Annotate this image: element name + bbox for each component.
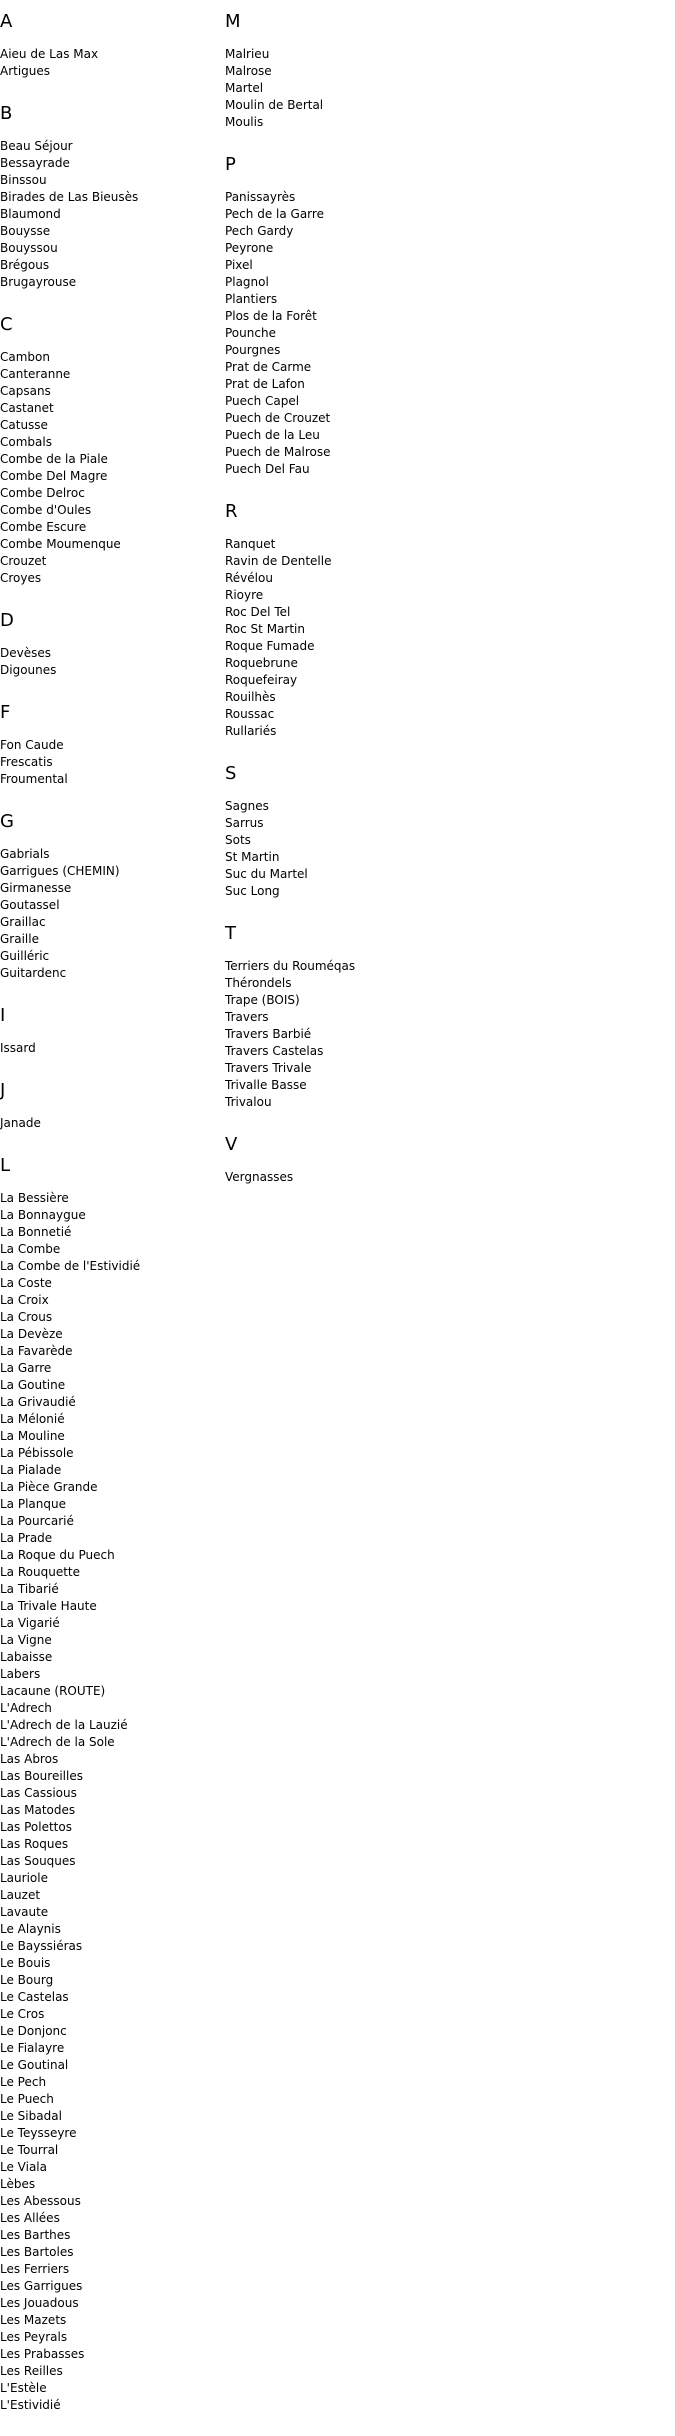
place-name-item: Pech de la Garre — [225, 207, 324, 221]
place-name-list — [0, 138, 220, 291]
place-name-item: Plantiers — [225, 292, 278, 306]
section-j — [0, 1079, 220, 1132]
place-name-item: Le Tourral — [0, 2143, 59, 2157]
place-name-item: La Mélonié — [0, 1412, 65, 1426]
place-name-item: Le Viala — [0, 2160, 47, 2174]
place-name-item: Roc Del Tel — [225, 605, 291, 619]
place-name-item: La Goutine — [0, 1378, 66, 1392]
place-name-item: Digounes — [0, 663, 57, 677]
place-name-item: La Pébissole — [0, 1446, 74, 1460]
place-name-item: Trivalle Basse — [225, 1078, 307, 1092]
place-name-item: Combals — [0, 435, 52, 449]
section-r — [225, 500, 525, 740]
place-name-list — [0, 1190, 220, 2414]
place-name-item: Lauzet — [0, 1888, 41, 1902]
section-letter-heading: T — [225, 923, 236, 944]
place-name-item: Combe Moumenque — [0, 537, 121, 551]
section-c — [0, 313, 220, 587]
place-name-item: Combe Escure — [0, 520, 87, 534]
place-name-item: Puech de Crouzet — [225, 411, 331, 425]
section-letter-heading: M — [225, 11, 241, 32]
section-letter-heading: P — [225, 154, 236, 175]
place-name-item: Blaumond — [0, 207, 61, 221]
place-name-item: Roquefeiray — [225, 673, 298, 687]
place-name-item: Martel — [225, 81, 264, 95]
section-letter-heading: A — [0, 11, 13, 32]
place-name-item: Travers — [225, 1010, 269, 1024]
place-name-item: Crouzet — [0, 554, 47, 568]
place-name-item: Puech Capel — [225, 394, 300, 408]
place-name-item: La Croix — [0, 1293, 49, 1307]
place-name-item: La Bonnetié — [0, 1225, 72, 1239]
section-p — [225, 153, 525, 478]
place-name-item: Las Boureilles — [0, 1769, 83, 1783]
place-name-item: Janade — [0, 1116, 41, 1130]
place-name-item: Las Polettos — [0, 1820, 72, 1834]
place-name-item: Graillac — [0, 915, 46, 929]
place-name-item: Pounche — [225, 326, 276, 340]
section-m — [225, 10, 525, 131]
place-name-item: Le Teysseyre — [0, 2126, 77, 2140]
place-name-item: Prat de Lafon — [225, 377, 305, 391]
place-name-item: Lauriole — [0, 1871, 48, 1885]
place-name-item: Cambon — [0, 350, 50, 364]
place-name-item: Le Castelas — [0, 1990, 69, 2004]
place-name-list — [225, 798, 525, 900]
section-b — [0, 102, 220, 291]
place-name-item: Graille — [0, 932, 39, 946]
place-name-item: Aieu de Las Max — [0, 47, 99, 61]
place-name-list — [0, 349, 220, 587]
place-name-item: Ranquet — [225, 537, 276, 551]
place-name-item: Le Fialayre — [0, 2041, 65, 2055]
place-name-item: Bessayrade — [0, 156, 70, 170]
place-name-item: Ravin de Dentelle — [225, 554, 332, 568]
place-name-item: La Planque — [0, 1497, 66, 1511]
place-name-item: La Pourcarié — [0, 1514, 74, 1528]
section-t — [225, 922, 525, 1111]
left-column — [0, 0, 220, 2436]
section-letter-heading: R — [225, 501, 238, 522]
section-letter-heading: L — [0, 1155, 11, 1176]
place-name-item: Moulis — [225, 115, 264, 129]
place-name-item: La Mouline — [0, 1429, 65, 1443]
place-name-item: Le Puech — [0, 2092, 54, 2106]
place-name-item: Labaisse — [0, 1650, 53, 1664]
place-name-item: Las Abros — [0, 1752, 59, 1766]
place-name-item: La Vigne — [0, 1633, 52, 1647]
place-name-item: Thérondels — [225, 976, 292, 990]
place-name-item: Pech Gardy — [225, 224, 294, 238]
place-name-item: Plos de la Forêt — [225, 309, 317, 323]
place-name-item: La Roque du Puech — [0, 1548, 115, 1562]
place-name-item: Binssou — [0, 173, 47, 187]
place-name-list — [225, 1169, 525, 1186]
place-name-item: Froumental — [0, 772, 68, 786]
place-name-item: Capsans — [0, 384, 51, 398]
place-name-item: Travers Castelas — [225, 1044, 324, 1058]
place-name-item: Canteranne — [0, 367, 71, 381]
place-name-item: Bouysse — [0, 224, 51, 238]
place-name-item: Devèses — [0, 646, 51, 660]
place-name-item: Les Mazets — [0, 2313, 67, 2327]
place-name-item: Roquebrune — [225, 656, 298, 670]
place-name-list — [0, 1040, 220, 1057]
place-name-item: Pixel — [225, 258, 253, 272]
place-name-item: Les Prabasses — [0, 2347, 85, 2361]
place-name-item: Rioyre — [225, 588, 264, 602]
place-name-item: Peyrone — [225, 241, 274, 255]
place-name-item: Le Goutinal — [0, 2058, 69, 2072]
place-name-item: Roussac — [225, 707, 275, 721]
place-name-list — [0, 645, 220, 679]
place-name-item: La Combe — [0, 1242, 61, 1256]
section-letter-heading: D — [0, 610, 14, 631]
place-name-item: La Trivale Haute — [0, 1599, 97, 1613]
place-name-item: Malrieu — [225, 47, 270, 61]
place-name-item: La Tibarié — [0, 1582, 59, 1596]
place-name-item: La Bonnaygue — [0, 1208, 86, 1222]
place-name-item: L'Estividié — [0, 2398, 61, 2412]
place-name-item: Sots — [225, 833, 251, 847]
place-name-item: Puech de Malrose — [225, 445, 331, 459]
place-name-item: L'Adrech — [0, 1701, 52, 1715]
section-letter-heading: S — [225, 763, 237, 784]
place-name-list — [225, 46, 525, 131]
place-name-item: La Crous — [0, 1310, 53, 1324]
place-name-item: Vergnasses — [225, 1170, 294, 1184]
place-name-list — [0, 737, 220, 788]
place-name-item: Le Bourg — [0, 1973, 54, 1987]
section-letter-heading: C — [0, 314, 13, 335]
place-name-item: Combe Del Magre — [0, 469, 108, 483]
place-name-item: Travers Barbié — [225, 1027, 312, 1041]
place-name-item: Les Bartoles — [0, 2245, 74, 2259]
place-name-item: La Grivaudié — [0, 1395, 76, 1409]
section-g — [0, 810, 220, 982]
section-letter-heading: V — [225, 1134, 238, 1155]
place-name-item: Frescatis — [0, 755, 53, 769]
place-name-item: Bouyssou — [0, 241, 58, 255]
place-name-item: Trape (BOIS) — [225, 993, 300, 1007]
section-s — [225, 762, 525, 900]
place-name-item: Plagnol — [225, 275, 269, 289]
place-name-item: La Vigarié — [0, 1616, 60, 1630]
place-name-item: Lavaute — [0, 1905, 49, 1919]
place-name-item: Labers — [0, 1667, 41, 1681]
place-name-item: L'Estèle — [0, 2381, 47, 2395]
place-name-item: Le Pech — [0, 2075, 47, 2089]
place-name-item: Le Donjonc — [0, 2024, 67, 2038]
place-name-item: La Coste — [0, 1276, 52, 1290]
place-name-item: Suc du Martel — [225, 867, 308, 881]
section-l — [0, 1154, 220, 2414]
place-name-item: La Rouquette — [0, 1565, 80, 1579]
place-name-item: Combe de la Piale — [0, 452, 108, 466]
place-name-item: Les Garrigues — [0, 2279, 83, 2293]
place-name-item: Croyes — [0, 571, 42, 585]
place-name-item: Panissayrès — [225, 190, 296, 204]
place-name-item: Rullariés — [225, 724, 277, 738]
place-name-item: Lacaune (ROUTE) — [0, 1684, 106, 1698]
place-name-item: Garrigues (CHEMIN) — [0, 864, 120, 878]
place-name-item: Gabrials — [0, 847, 50, 861]
place-name-list — [0, 846, 220, 982]
place-name-item: La Devèze — [0, 1327, 63, 1341]
place-name-item: Sarrus — [225, 816, 264, 830]
place-name-item: Roc St Martin — [225, 622, 305, 636]
place-name-item: La Pialade — [0, 1463, 62, 1477]
place-name-item: Le Alaynis — [0, 1922, 61, 1936]
place-name-item: Les Peyrals — [0, 2330, 68, 2344]
section-letter-heading: I — [0, 1005, 6, 1026]
place-name-item: Le Bayssiéras — [0, 1939, 83, 1953]
section-letter-heading: F — [0, 702, 11, 723]
place-name-item: L'Adrech de la Sole — [0, 1735, 115, 1749]
place-name-item: Révélou — [225, 571, 273, 585]
place-name-item: Issard — [0, 1041, 36, 1055]
place-name-item: Combe d'Oules — [0, 503, 92, 517]
place-name-item: Travers Trivale — [225, 1061, 312, 1075]
section-v — [225, 1133, 525, 1186]
place-name-item: Guitardenc — [0, 966, 67, 980]
place-name-item: Prat de Carme — [225, 360, 312, 374]
place-name-item: Les Abessous — [0, 2194, 81, 2208]
place-name-item: Le Cros — [0, 2007, 45, 2021]
place-name-item: Puech Del Fau — [225, 462, 310, 476]
place-name-item: La Prade — [0, 1531, 53, 1545]
place-name-item: L'Adrech de la Lauzié — [0, 1718, 128, 1732]
place-name-item: Roque Fumade — [225, 639, 315, 653]
place-name-item: Las Matodes — [0, 1803, 76, 1817]
place-name-item: Sagnes — [225, 799, 269, 813]
place-name-item: Las Roques — [0, 1837, 69, 1851]
place-name-list — [0, 1115, 220, 1132]
place-name-item: Fon Caude — [0, 738, 64, 752]
section-letter-heading: B — [0, 103, 13, 124]
section-letter-heading: G — [0, 811, 14, 832]
place-name-list — [225, 536, 525, 740]
place-name-item: Malrose — [225, 64, 272, 78]
place-name-item: Moulin de Bertal — [225, 98, 324, 112]
place-name-item: Brugayrouse — [0, 275, 77, 289]
place-name-item: Brégous — [0, 258, 50, 272]
place-name-item: Suc Long — [225, 884, 280, 898]
place-name-item: Les Allées — [0, 2211, 60, 2225]
place-name-item: La Favarède — [0, 1344, 73, 1358]
place-name-item: Las Souques — [0, 1854, 76, 1868]
place-name-item: Castanet — [0, 401, 54, 415]
section-i — [0, 1004, 220, 1057]
place-name-item: La Bessière — [0, 1191, 69, 1205]
place-name-item: Guilléric — [0, 949, 50, 963]
place-name-item: Rouilhès — [225, 690, 276, 704]
place-name-item: Les Jouadous — [0, 2296, 79, 2310]
section-f — [0, 701, 220, 788]
place-name-item: Girmanesse — [0, 881, 72, 895]
place-name-list — [225, 958, 525, 1111]
place-name-item: Le Sibadal — [0, 2109, 62, 2123]
place-name-item: Les Barthes — [0, 2228, 71, 2242]
place-name-item: Las Cassious — [0, 1786, 77, 1800]
section-letter-heading: J — [0, 1080, 6, 1101]
place-name-item: Lèbes — [0, 2177, 36, 2191]
place-name-item: Les Reilles — [0, 2364, 63, 2378]
place-name-item: Puech de la Leu — [225, 428, 320, 442]
place-name-item: Le Bouis — [0, 1956, 51, 1970]
place-name-list — [225, 189, 525, 478]
place-name-item: Trivalou — [225, 1095, 272, 1109]
place-name-item: Pourgnes — [225, 343, 281, 357]
place-name-item: Terriers du Rouméqas — [225, 959, 356, 973]
place-name-item: Les Ferriers — [0, 2262, 70, 2276]
place-name-item: Goutassel — [0, 898, 60, 912]
place-name-item: La Garre — [0, 1361, 52, 1375]
section-a — [0, 10, 220, 80]
place-name-list — [0, 46, 220, 80]
place-name-item: La Combe de l'Estividié — [0, 1259, 141, 1273]
place-name-item: Beau Séjour — [0, 139, 73, 153]
place-name-item: Catusse — [0, 418, 48, 432]
place-name-item: Birades de Las Bieusès — [0, 190, 139, 204]
section-d — [0, 609, 220, 679]
right-column — [225, 0, 525, 1208]
place-name-item: St Martin — [225, 850, 280, 864]
place-name-item: Combe Delroc — [0, 486, 85, 500]
place-name-item: Artigues — [0, 64, 51, 78]
place-name-item: La Pièce Grande — [0, 1480, 98, 1494]
